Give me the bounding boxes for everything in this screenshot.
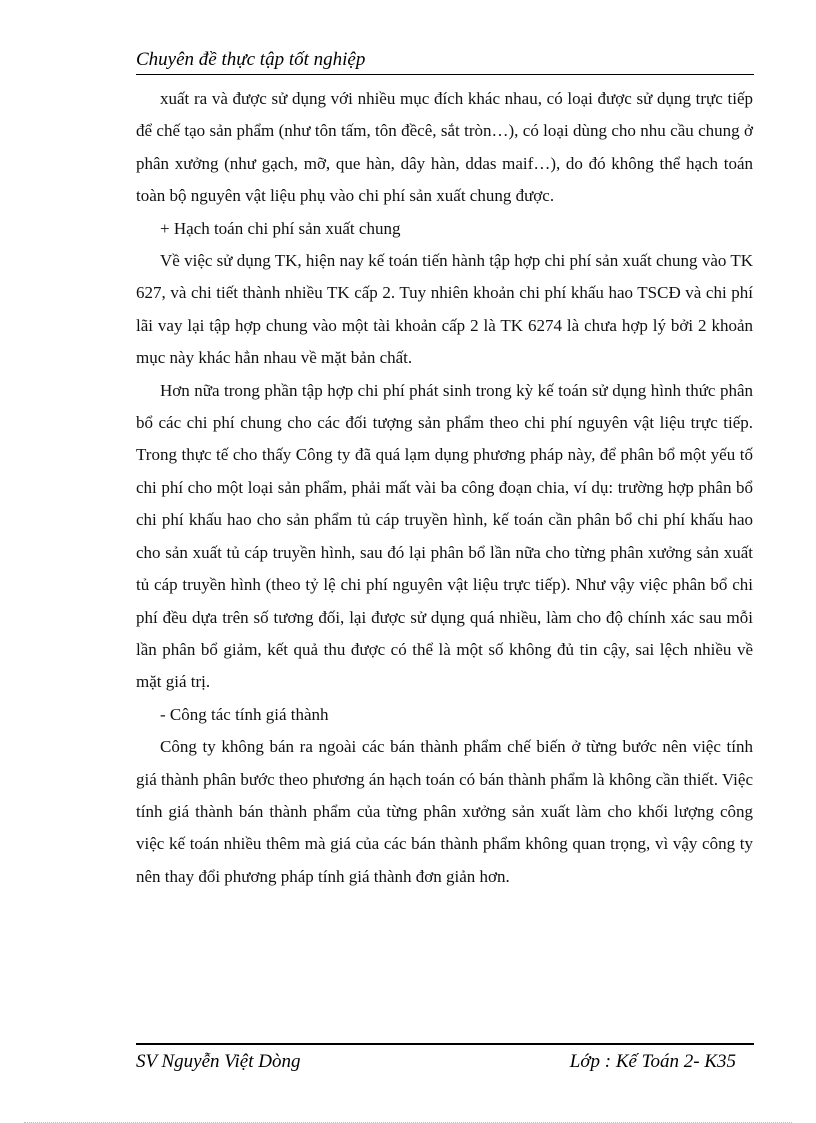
page-header — [136, 48, 754, 75]
document-body — [136, 83, 753, 893]
paragraph-cost-allocation: Hơn nữa trong phần tập hợp chi phí phát sinh trong kỳ kế toán sử dụng hình thức phân bổ các chi phí chung cho các đối tượng sản phẩm theo chi phí nguyên vật liệu trực tiếp. Trong thực tế cho thấy Công ty đã quá lạm dụng phương pháp này, để phân bổ một yếu tố chi phí cho một loại sản phẩm, phải mất vài ba công đoạn chia, ví dụ: trường hợp phân bổ chi phí khấu hao cho sản phẩm tủ cáp truyền hình, kế toán cần phân bổ chi phí khấu hao cho sản xuất tủ cáp truyền hình, sau đó lại phân bổ lần nữa cho từng phân xưởng sản xuất tủ cáp truyền hình (theo tỷ lệ chi phí nguyên vật liệu trực tiếp). Như vậy việc phân bổ chi phí đều dựa trên số tương đối, lại được sử dụng quá nhiều, làm cho độ chính xác sau mỗi lần phân bổ giảm, kết quả thu được có thể là một số không đủ tin cậy, sai lệch nhiều về mặt giá trị. — [136, 380, 753, 692]
heading-general-production-cost: + Hạch toán chi phí sản xuất chung — [160, 218, 401, 238]
paragraph-account-usage: Về việc sử dụng TK, hiện nay kế toán tiến hành tập hợp chi phí sản xuất chung vào TK 627, và chi tiết thành nhiều TK cấp 2. Tuy nhiên khoản chi phí khấu hao TSCĐ và chi phí lãi vay lại tập hợp chung vào một tài khoản cấp 2 là TK 6274 là chưa hợp lý bởi 2 khoản mục này khác hẳn nhau về mặt bản chất. — [136, 251, 753, 368]
footer-student-name: SV Nguyễn Việt Dòng — [136, 1051, 301, 1072]
page-footer — [136, 1043, 754, 1077]
heading-cost-pricing: - Công tác tính giá thành — [160, 704, 329, 724]
footer-class: Lớp : Kế Toán 2- K35 — [569, 1051, 736, 1072]
header-title: Chuyên đề thực tập tốt nghiệp — [136, 49, 366, 70]
paragraph-pricing-method: Công ty không bán ra ngoài các bán thành phẩm chế biến ở từng bước nên việc tính giá thành phân bước theo phương án hạch toán có bán thành phẩm là không cần thiết. Việc tính giá thành bán thành phẩm của từng phân xưởng sản xuất làm cho khối lượng công việc kế toán nhiều thêm mà giá của các bán thành phẩm không quan trọng, vì vậy công ty nên thay đổi phương pháp tính giá thành đơn giản hơn. — [136, 737, 753, 886]
paragraph-continued: xuất ra và được sử dụng với nhiều mục đích khác nhau, có loại được sử dụng trực tiếp để chế tạo sản phẩm (như tôn tấm, tôn đềcê, sắt tròn…), có loại dùng cho nhu cầu chung ở phân xưởng (như gạch, mỡ, que hàn, dây hàn, ddas maif…), do đó không thể hạch toán toàn bộ nguyên vật liệu phụ vào chi phí sản xuất chung được. — [136, 89, 753, 206]
